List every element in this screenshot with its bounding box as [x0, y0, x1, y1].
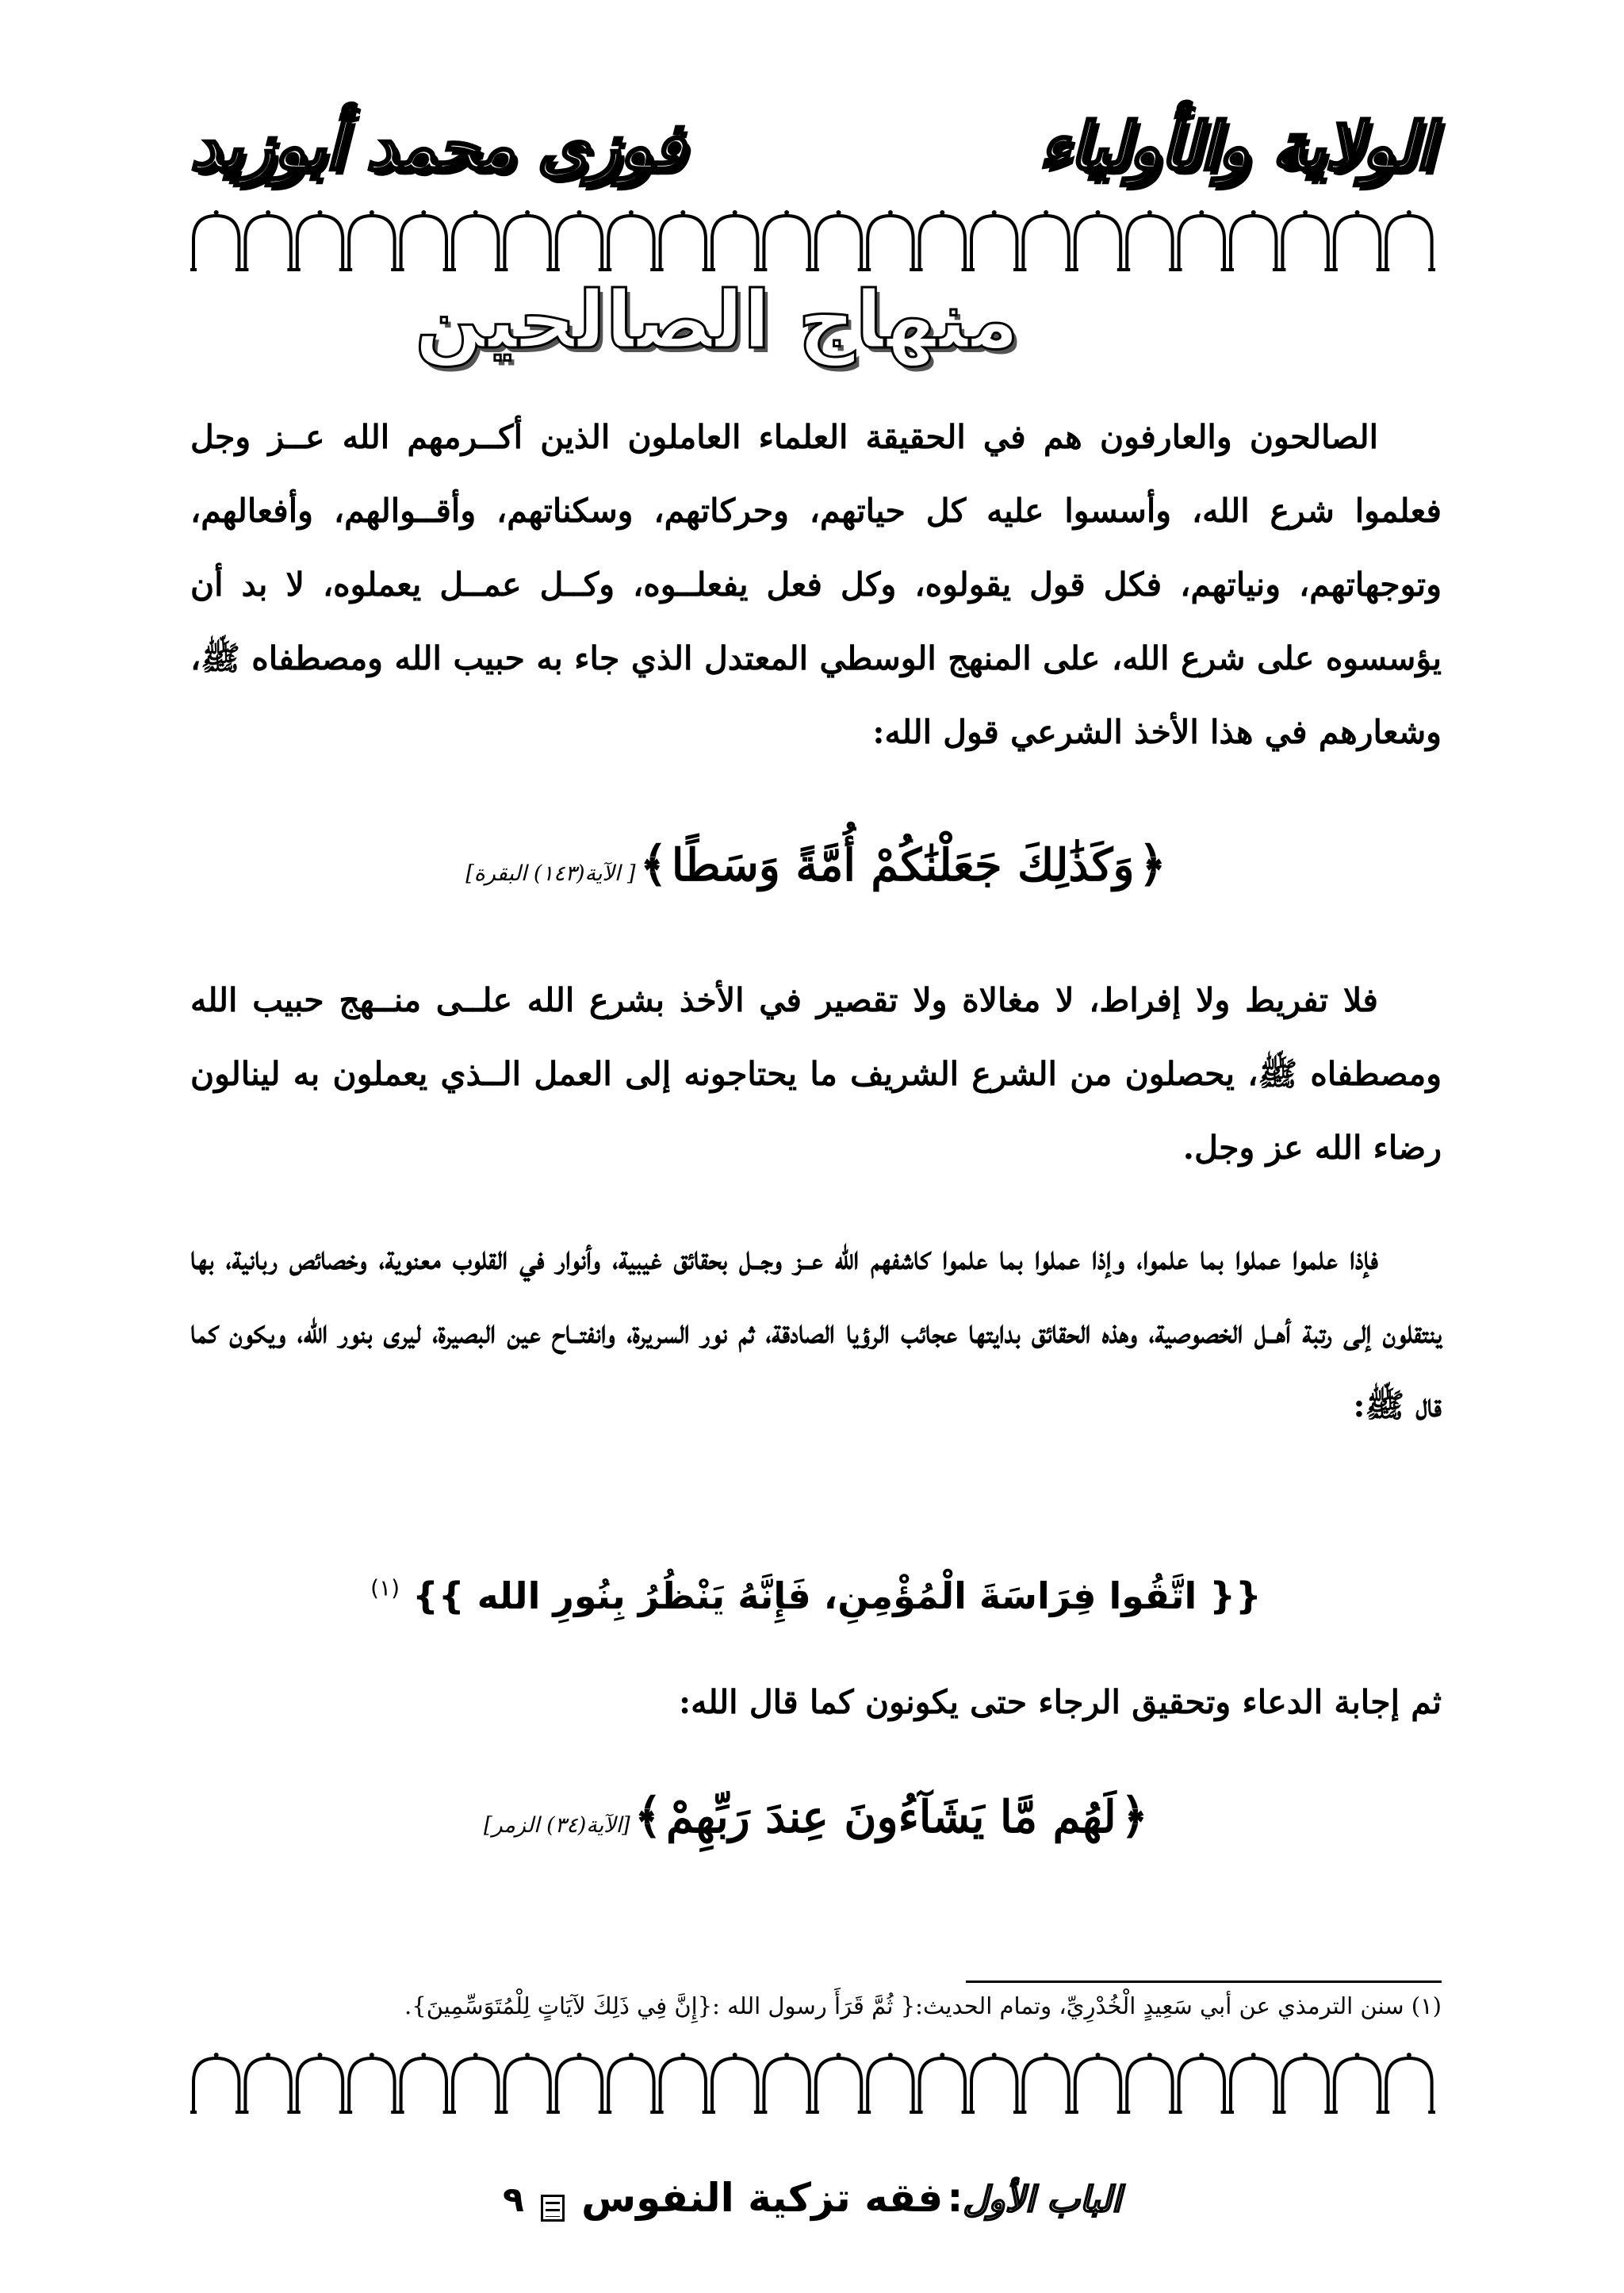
bottom-arch-border	[190, 2050, 1435, 2122]
footnote-marker: (١)	[370, 1574, 400, 1601]
hadith-text: {{ اتَّقُوا فِرَاسَةَ الْمُؤْمِنِ، فَإِنَّهُ يَنْظُرُ بِنُورِ الله }}	[412, 1574, 1262, 1617]
running-header	[190, 95, 1434, 198]
hadith-quote	[190, 1574, 1442, 1617]
top-arch-border	[190, 208, 1435, 279]
verse-2-close-bracket: ﴾	[634, 1789, 662, 1844]
paragraph-3: فإذا علموا عملوا بما علموا، وإذا عملوا بما علموا كاشفهم الله عــز وجــل بحقائق غيبية، وأنوار في القلوب معنوية، وخصائص ربانية، بها ينتقلون إلى رتبة أهــل الخصوصية، وهذه الحقائق بدايتها عجائب الرؤيا الصادقة، ثم نور السريرة، وانفتــاح عين البصيرة، ليرى بنور الله، ويكون كما قال ﷺ:	[190, 1239, 1442, 1424]
paragraph-1: الصالحون والعارفون هم في الحقيقة العلماء العاملون الذين أكــرمهم الله عــز وجل فعلموا شرع الله، وأسسوا عليه كل حياتهم، وحركاتهم، وسكناتهم، وأقــوالهم، وأفعالهم، وتوجهاتهم، ونياتهم، فكل قول يقولوه، وكل فعل يفعلــوه، وكــل عمــل يعملوه، لا بد أن يؤسسوه على شرع الله، على المنهج الوسطي المعتدل الذي جاء به حبيب الله ومصطفاه ﷺ، وشعارهم في هذا الأخذ الشرعي قول الله:	[190, 418, 1442, 751]
footer-colon: :	[947, 2175, 963, 2221]
page-title	[0, 274, 1624, 366]
verse-1-close-bracket: ﴾	[639, 837, 668, 892]
footer-title: فقه تزكية النفوس	[581, 2175, 944, 2221]
verse-1-open-bracket: ﴿	[1138, 837, 1166, 892]
footnote-separator	[966, 1980, 1442, 1983]
paragraph-2: فلا تفريط ولا إفراط، لا مغالاة ولا تقصير في الأخذ بشرع الله علــى منــهج حبيب الله ومصطفاه ﷺ، يحصلون من الشرع الشريف ما يحتاجونه إلى العمل الــذي يعملون به لينالون رضاء الله عز وجل.	[190, 981, 1442, 1167]
footer-section: الباب الأول	[963, 2180, 1121, 2220]
verse-2-open-bracket: ﴿	[1120, 1789, 1148, 1844]
page-number: ٩	[503, 2180, 524, 2220]
verse-2-text: لَهُم مَّا يَشَآءُونَ عِندَ رَبِّهِمْ	[666, 1791, 1116, 1843]
verse-2-reference: [الآية(٣٤) الزمر]	[484, 1813, 630, 1838]
footnote: (١) سنن الترمذي عن أبي سَعِيدٍ الْخُدْرِيِّ، وتمام الحديث:{ ثُمَّ قَرَأَ رسول الله :{إِنَّ فِي ذَلِكَ لآيَاتٍ لِلْمُتَوَسِّمِينَ}.	[404, 1992, 1442, 2019]
verse-1-text: وَكَذَٰلِكَ جَعَلْنَٰكُمْ أُمَّةً وَسَطًا	[671, 839, 1135, 892]
quran-verse-1	[190, 837, 1442, 892]
book-icon	[541, 2195, 565, 2222]
paragraph-4: ثم إجابة الدعاء وتحقيق الرجاء حتى يكونون كما قال الله:	[678, 1683, 1442, 1721]
page-title-text: منهاج الصالحين	[415, 274, 1019, 366]
running-footer	[0, 2175, 1624, 2222]
verse-1-reference: [ الآية(١٤٣) البقرة]	[465, 861, 636, 886]
header-book-title: الولاية والأولياء	[1039, 109, 1434, 185]
quran-verse-2	[190, 1789, 1442, 1844]
header-author: فوزى محمد أبوزيد	[190, 109, 685, 185]
